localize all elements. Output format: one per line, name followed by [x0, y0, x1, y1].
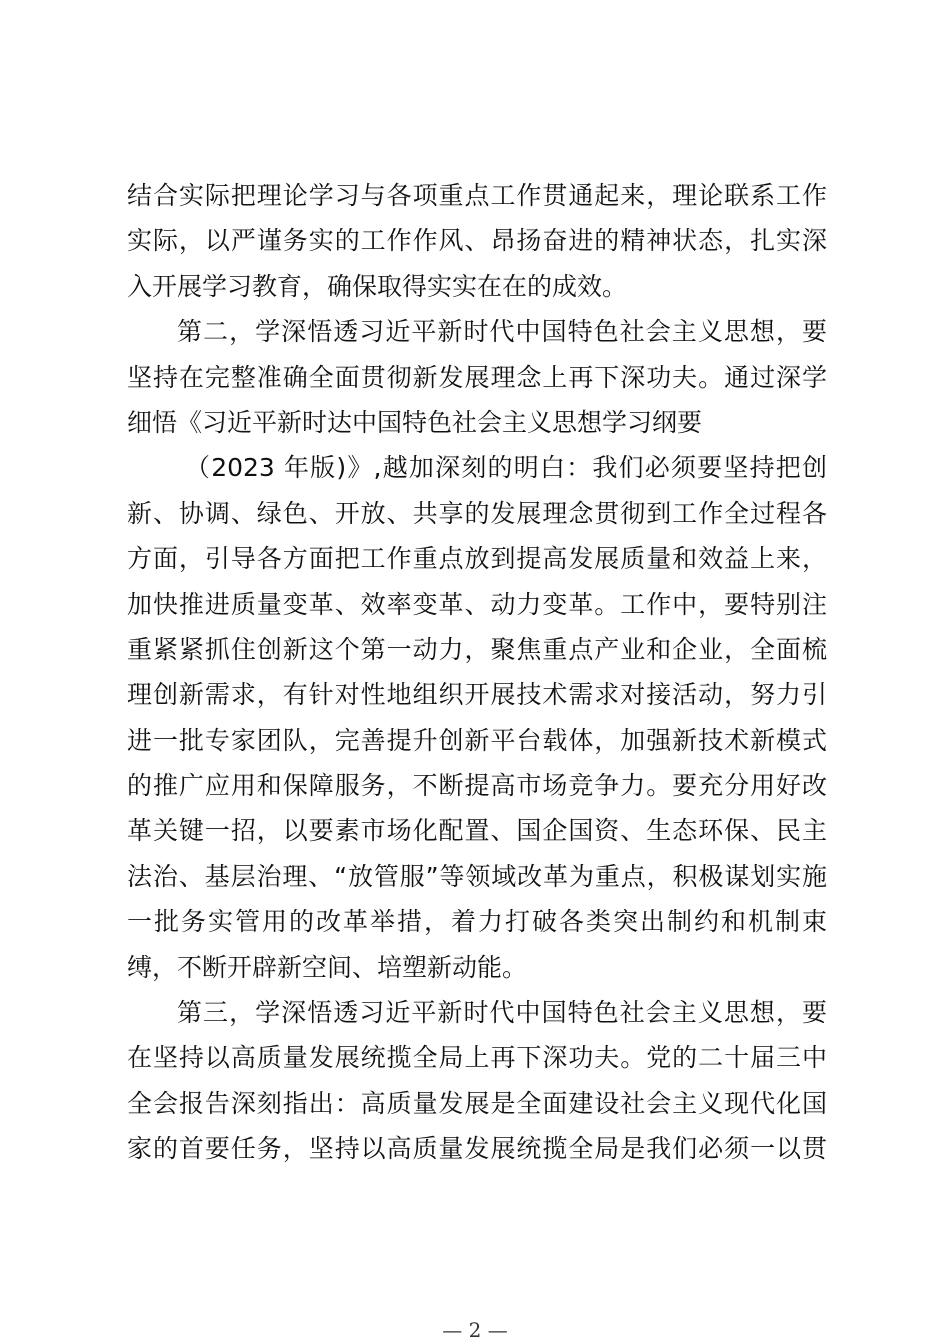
text-line: 坚持在完整准确全面贯彻新发展理念上再下深功夫。通过深学 [127, 362, 827, 392]
text-line: 入开展学习教育，确保取得实实在在的成效。 [127, 271, 628, 301]
text-line: 全会报告深刻指出：高质量发展是全面建设社会主义现代化国 [127, 1088, 827, 1118]
text-line: 细悟《习近平新时达中国特色社会主义思想学习纲要 [127, 407, 703, 437]
text-line: 第二，学深悟透习近平新时代中国特色社会主义思想，要 [177, 317, 827, 347]
text-line: 结合实际把理论学习与各项重点工作贯通起来，理论联系工作 [127, 181, 827, 210]
text-line: 第三，学深悟透习近平新时代中国特色社会主义思想，要 [177, 998, 827, 1028]
text-line: 的推广应用和保障服务，不断提高市场竞争力。要充分用好改 [127, 771, 827, 801]
text-line: 一批务实管用的改革举措，着力打破各类突出制约和机制束 [127, 907, 827, 937]
text-line: 革关键一招，以要素市场化配置、国企国资、生态环保、民主 [127, 816, 827, 846]
text-line: 理创新需求，有针对性地组织开展技术需求对接活动，努力引 [127, 680, 827, 710]
page-number: — 2 — [442, 1318, 508, 1342]
text-line: 在坚持以高质量发展统揽全局上再下深功夫。党的二十届三中 [127, 1043, 827, 1073]
text-line: 新、协调、绿色、开放、共享的发展理念贯彻到工作全过程各 [127, 498, 827, 528]
text-line: （2023 年版)》,越加深刻的明白：我们必须要坚持把创 [185, 453, 827, 483]
text-line: 法治、基层治理、“放管服”等领域改革为重点，积极谋划实施 [127, 861, 827, 891]
text-line: 重紧紧抓住创新这个第一动力，聚焦重点产业和企业，全面梳 [127, 634, 827, 664]
text-line: 进一批专家团队，完善提升创新平台载体，加强新技术新模式 [127, 725, 827, 755]
text-line: 缚，不断开辟新空间、培塑新动能。 [127, 952, 528, 982]
body-text [127, 173, 827, 1172]
text-line: 加快推进质量变革、效率变革、动力变革。工作中，要特别注 [127, 589, 827, 619]
text-line: 实际，以严谨务实的工作作风、昂扬奋进的精神状态，扎实深 [127, 226, 827, 256]
text-line: 家的首要任务，坚持以高质量发展统揽全局是我们必须一以贯 [127, 1134, 827, 1164]
text-line: 方面，引导各方面把工作重点放到提高发展质量和效益上来， [127, 544, 827, 574]
